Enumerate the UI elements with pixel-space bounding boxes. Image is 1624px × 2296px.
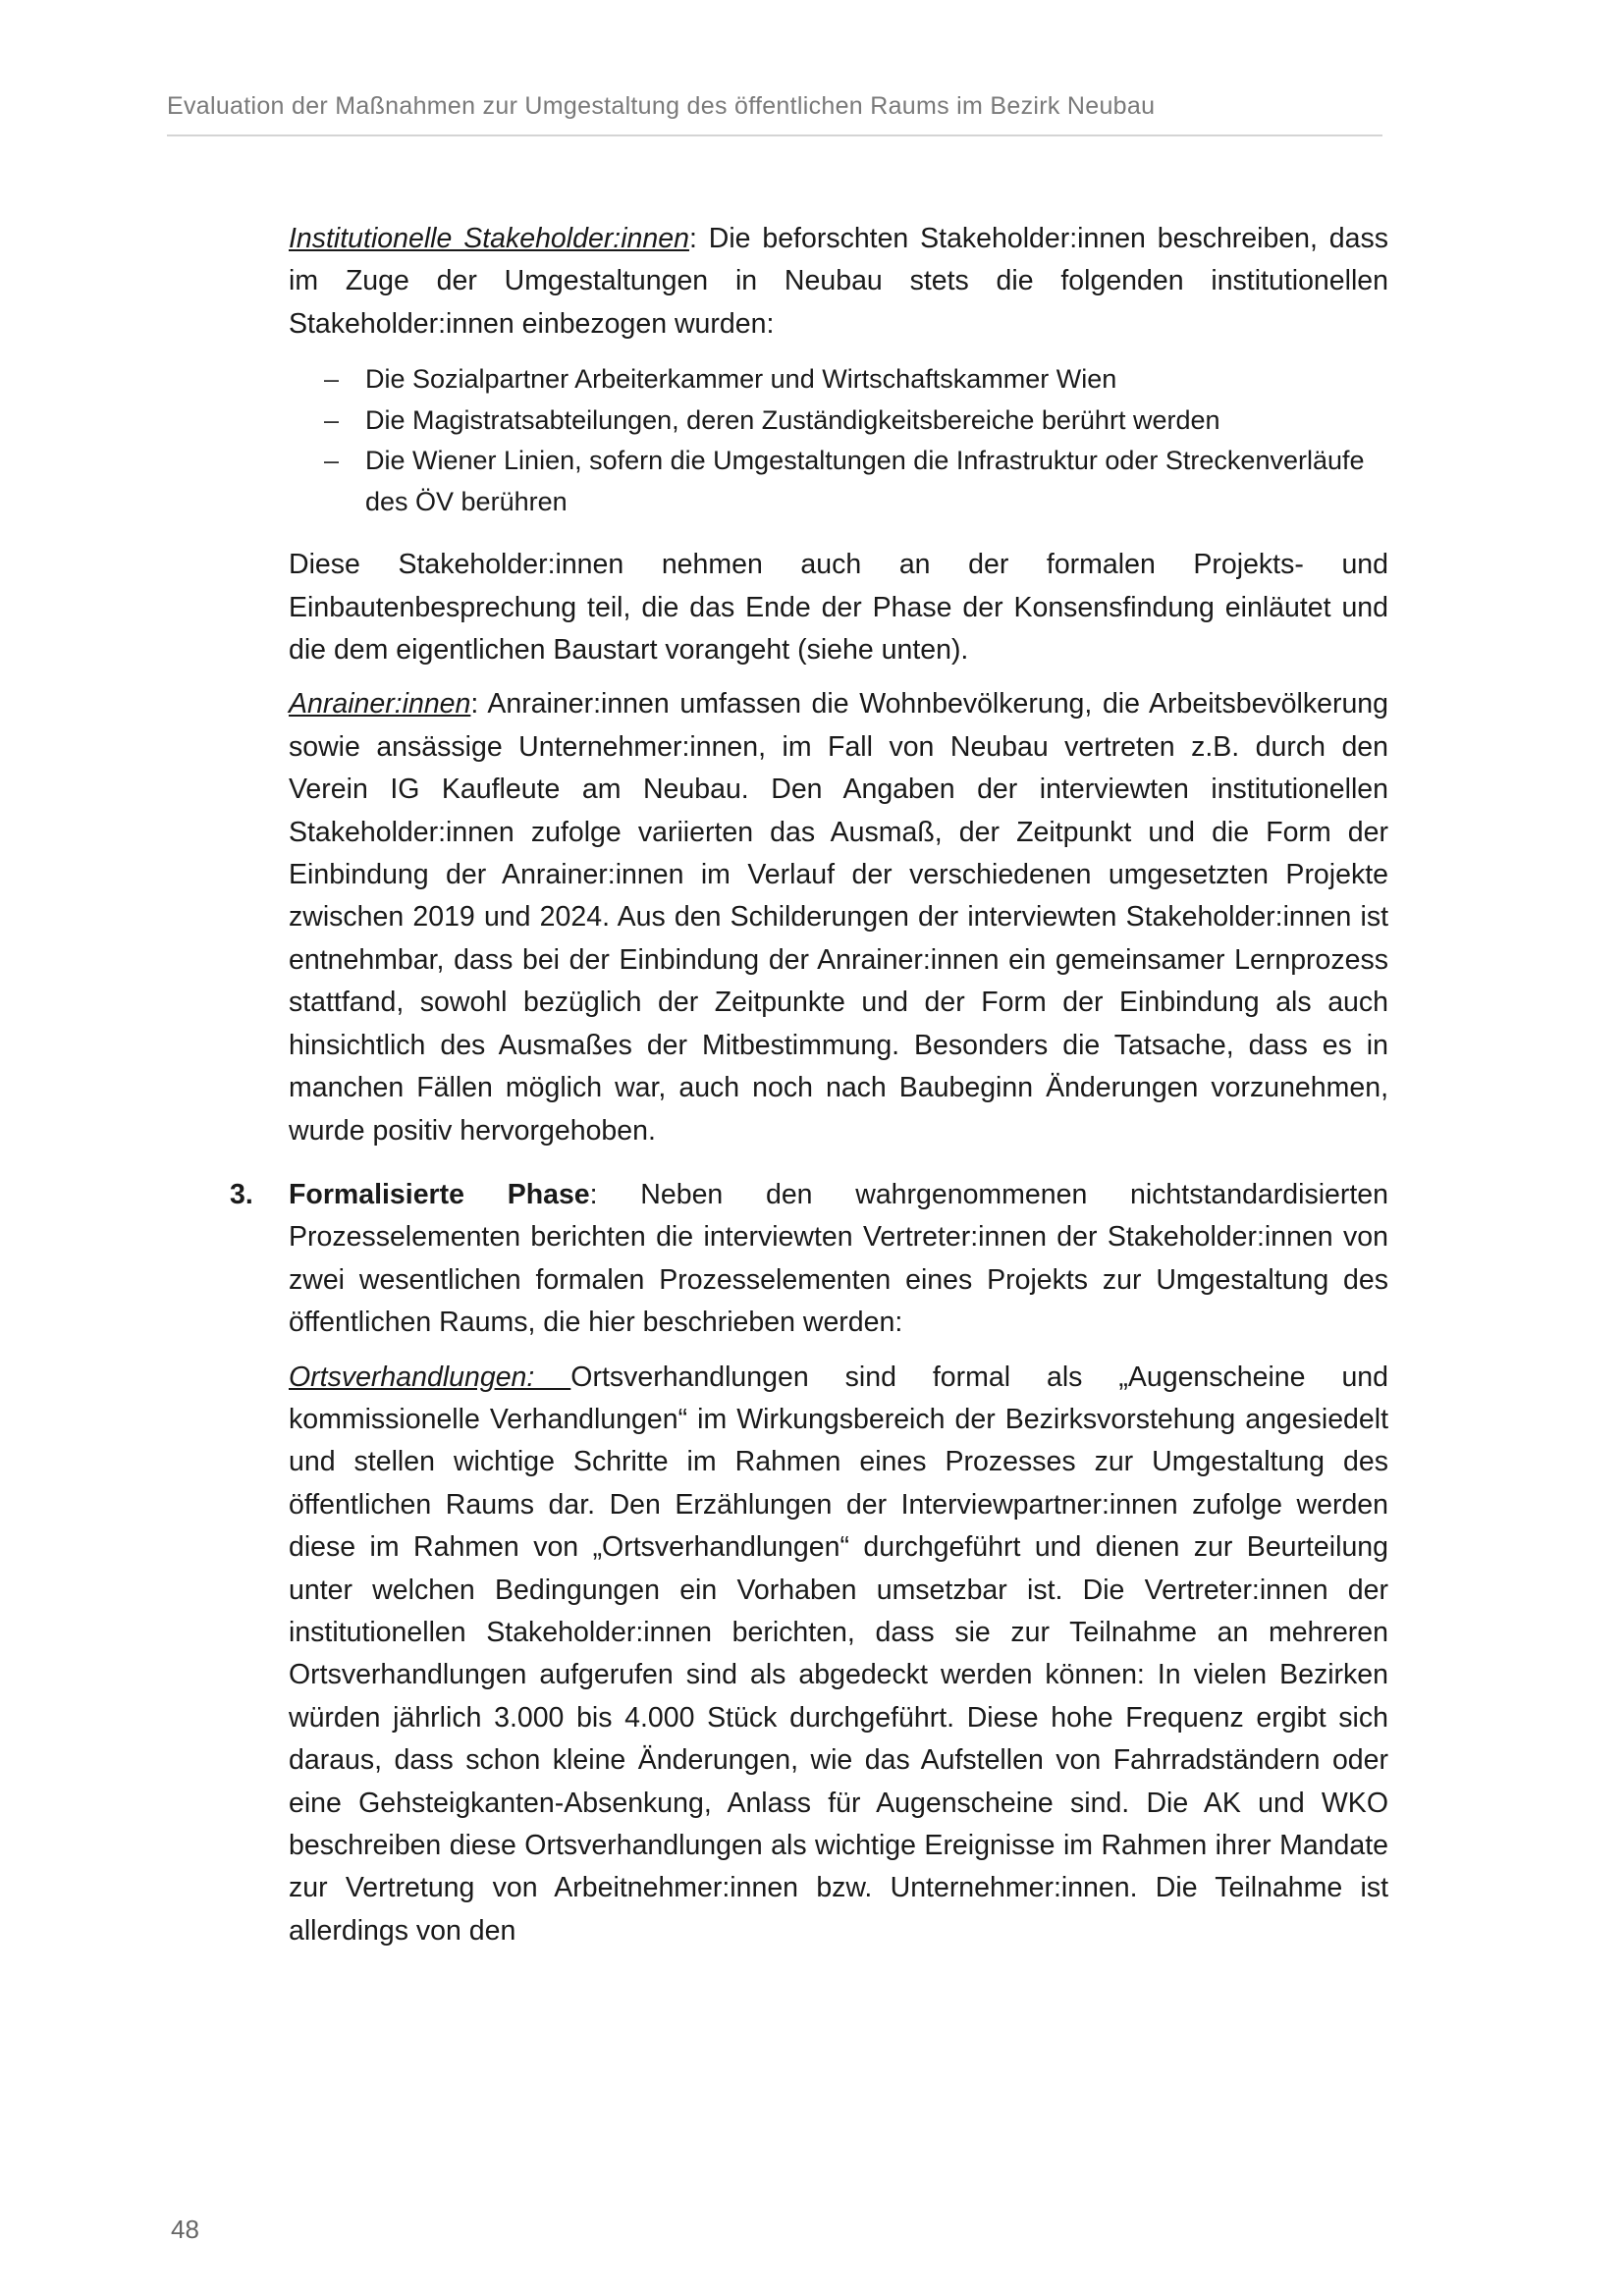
list-item bbox=[289, 400, 1388, 442]
list-item-text: Die Sozialpartner Arbeiterkammer und Wirtschaftskammer Wien bbox=[365, 364, 1117, 395]
list-item-text: Die Magistratsabteilungen, deren Zuständigkeitsbereiche berührt werden bbox=[365, 404, 1220, 435]
paragraph-formal-phase bbox=[289, 1174, 1388, 1345]
section-title: Formalisierte Phase bbox=[289, 1178, 590, 1210]
paragraph-site-negotiations-text: Ortsverhandlungen sind formal als „Augenscheine und kommissionelle Verhandlungen“ im Wirkungsbereich der Bezirksvorstehung angesiedelt und stellen wichtige Schritte im Rahmen eines Prozesses zur Umgestaltung des öffentlichen Raums dar. Den Erzählungen der Interviewpartner:innen zufolge werden diese im Rahmen von „Ortsverhandlungen“ durchgeführt und dienen zur Beurteilung unter welchen Bedingungen ein Vorhaben umsetzbar ist. Die Vertreter:innen der institutionellen Stakeholder:innen berichten, dass sie zur Teilnahme an mehreren Ortsverhandlungen aufgerufen sind als abgedeckt werden können: In vielen Bezirken würden jährlich 3.000 bis 4.000 Stück durchgeführt. Diese hohe Frequenz ergibt sich daraus, dass schon kleine Änderungen, wie das Aufstellen von Fahrradständern oder eine Gehsteigkanten-Absenkung, Anlass für Augenscheine sind. Die AK und WKO beschreiben diese Ortsverhandlungen als wichtige Ereignisse im Rahmen ihrer Mandate zur Vertretung von Arbeitnehmer:innen bzw. Unternehmer:innen. Die Teilnahme ist allerdings von den bbox=[289, 1361, 1389, 1947]
list-item-text: Die Wiener Linien, sofern die Umgestaltungen die Infrastruktur oder Streckenverläufe des ÖV berühren bbox=[365, 446, 1365, 516]
paragraph-institutional bbox=[289, 218, 1388, 346]
paragraph-formal-phase-text: : Neben den wahrgenommenen nichtstandardisierten Prozesselementen berichten die interviewten Vertreter:innen der Stakeholder:innen von zwei wesentlichen formalen Prozesselementen eines Projekts zur Umgestaltung des öffentlichen Raums, die hier beschrieben werden: bbox=[289, 1178, 1388, 1339]
body-text bbox=[230, 218, 1389, 1952]
page-number: 48 bbox=[171, 2215, 199, 2244]
term-institutional-stakeholders: Institutionelle Stakeholder:innen bbox=[289, 223, 689, 254]
list-dash: – bbox=[324, 404, 340, 435]
list-item bbox=[289, 441, 1388, 522]
term-site-negotiations: Ortsverhandlungen: bbox=[289, 1361, 571, 1393]
paragraph-residents-text: : Anrainer:innen umfassen die Wohnbevölkerung, die Arbeitsbevölkerung sowie ansässige Unternehmer:innen, im Fall von Neubau vertreten z.B. durch den Verein IG Kaufleute am Neubau. Den Angaben der interviewten institutionellen Stakeholder:innen zufolge variierten das Ausmaß, der Zeitpunkt und die Form der Einbindung der Anrainer:innen im Verlauf der verschiedenen umgesetzten Projekte zwischen 2019 und 2024. Aus den Schilderungen der interviewten Stakeholder:innen ist entnehmbar, dass bei der Einbindung der Anrainer:innen ein gemeinsamer Lernprozess stattfand, sowohl bezüglich der Zeitpunkte und der Form der Einbindung als auch hinsichtlich des Ausmaßes der Mitbestimmung. Besonders die Tatsache, dass es in manchen Fällen möglich war, auch noch nach Baubeginn Änderungen vorzunehmen, wurde positiv hervorgehoben. bbox=[289, 688, 1388, 1147]
list-dash: – bbox=[324, 364, 340, 395]
section-3 bbox=[230, 1174, 1389, 1952]
paragraph-institutional-text: : Die beforschten Stakeholder:innen beschreiben, dass im Zuge der Umgestaltungen in Neubau stets die folgenden institutionellen Stakeholder:innen einbezogen wurden: bbox=[289, 223, 1388, 340]
section-number: 3. bbox=[230, 1178, 253, 1210]
paragraph-site-negotiations bbox=[289, 1357, 1388, 1953]
list-item bbox=[289, 359, 1388, 400]
list-dash: – bbox=[324, 446, 340, 476]
paragraph-formal-meeting: Diese Stakeholder:innen nehmen auch an der formalen Projekts- und Einbautenbesprechung teil, die das Ende der Phase der Konsensfindung einläutet und die dem eigentlichen Baustart vorangeht (siehe unten). bbox=[289, 549, 1388, 667]
paragraph-residents bbox=[289, 683, 1388, 1151]
running-header: Evaluation der Maßnahmen zur Umgestaltung des öffentlichen Raums im Bezirk Neubau bbox=[167, 92, 1382, 136]
stakeholder-list bbox=[289, 359, 1388, 522]
term-residents: Anrainer:innen bbox=[289, 688, 471, 721]
